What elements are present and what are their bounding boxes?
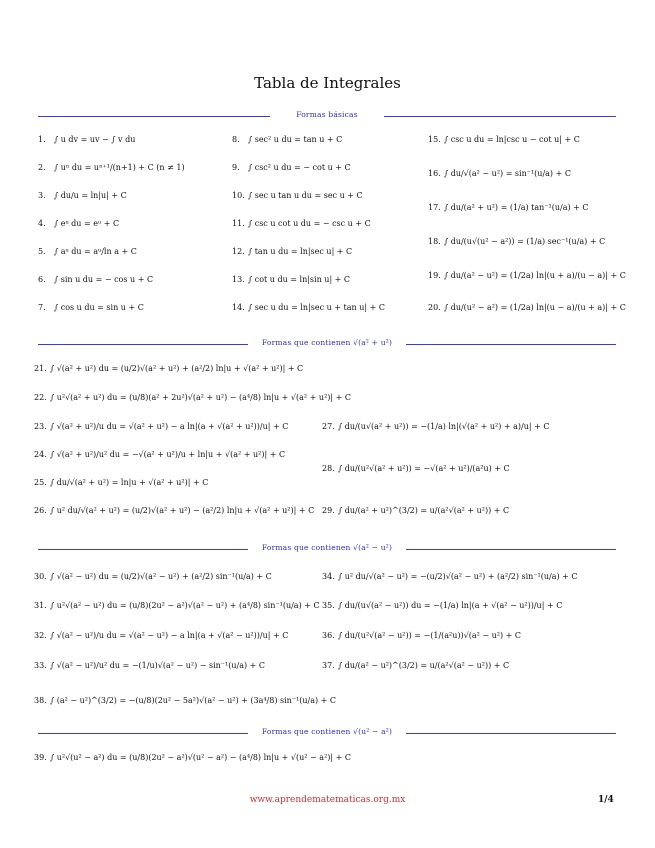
section-label: Formas básicas: [296, 110, 358, 119]
section-label: Formas que contienen √(a² + u²): [261, 338, 393, 347]
page-number: 1/4: [598, 795, 614, 805]
formula-28: 28. ∫ du/(u²√(a² + u²)) = −√(a² + u²)/(a²u) + C: [322, 464, 510, 473]
formula-19: 19. ∫ du/(a² − u²) = (1/2a) ln|(u + a)/(u − a)| + C: [428, 271, 626, 280]
formula-14: 14. ∫ sec u du = ln|sec u + tan u| + C: [232, 303, 385, 312]
section-rule: [406, 733, 616, 734]
formula-21: 21. ∫ √(a² + u²) du = (u/2)√(a² + u²) + (a²/2) ln|u + √(a² + u²)| + C: [34, 364, 304, 373]
formula-33: 33. ∫ √(a² − u²)/u² du = −(1/u)√(a² − u²) − sin⁻¹(u/a) + C: [34, 661, 265, 670]
formula-24: 24. ∫ √(a² + u²)/u² du = −√(a² + u²)/u + ln|u + √(a² + u²)| + C: [34, 450, 286, 459]
formula-22: 22. ∫ u²√(a² + u²) du = (u/8)(a² + 2u²)√(a² + u²) − (a⁴/8) ln|u + √(a² + u²)| + C: [34, 393, 351, 402]
section-label: Formas que contienen √(u² − a²): [261, 727, 393, 736]
formula-6: 6. ∫ sin u du = − cos u + C: [38, 275, 154, 284]
formula-34: 34. ∫ u² du/√(a² − u²) = −(u/2)√(a² − u²) + (a²/2) sin⁻¹(u/a) + C: [322, 572, 578, 581]
formula-39: 39. ∫ u²√(u² − a²) du = (u/8)(2u² − a²)√(u² − a²) − (a⁴/8) ln|u + √(u² − a²)| + C: [34, 753, 351, 762]
formula-10: 10. ∫ sec u tan u du = sec u + C: [232, 191, 363, 200]
formula-4: 4. ∫ eᵘ du = eᵘ + C: [38, 219, 120, 228]
formula-8: 8. ∫ sec² u du = tan u + C: [232, 135, 343, 144]
formula-7: 7. ∫ cos u du = sin u + C: [38, 303, 144, 312]
formula-27: 27. ∫ du/(u√(a² + u²)) = −(1/a) ln|(√(a² + u²) + a)/u| + C: [322, 422, 550, 431]
section-header-basicas: [38, 110, 616, 122]
section-header-a2-minus-u2: [38, 543, 616, 555]
formula-2: 2. ∫ uⁿ du = uⁿ⁺¹/(n+1) + C (n ≠ 1): [38, 163, 185, 172]
formula-17: 17. ∫ du/(a² + u²) = (1/a) tan⁻¹(u/a) + C: [428, 203, 589, 212]
formula-38: 38. ∫ (a² − u²)^(3/2) = −(u/8)(2u² − 5a²)√(a² − u²) + (3a⁴/8) sin⁻¹(u/a) + C: [34, 696, 337, 705]
formula-37: 37. ∫ du/(a² − u²)^(3/2) = u/(a²√(a² − u²)) + C: [322, 661, 510, 670]
section-header-a2-plus-u2: [38, 338, 616, 350]
page-title: Tabla de Integrales: [254, 74, 401, 92]
formula-12: 12. ∫ tan u du = ln|sec u| + C: [232, 247, 353, 256]
formula-31: 31. ∫ u²√(a² − u²) du = (u/8)(2u² − a²)√(a² − u²) + (a⁴/8) sin⁻¹(u/a) + C: [34, 601, 320, 610]
formula-23: 23. ∫ √(a² + u²)/u du = √(a² + u²) − a ln|(a + √(a² + u²))/u| + C: [34, 422, 289, 431]
formula-32: 32. ∫ √(a² − u²)/u du = √(a² − u²) − a ln|(a + √(a² − u²))/u| + C: [34, 631, 289, 640]
section-rule: [406, 549, 616, 550]
formula-36: 36. ∫ du/(u²√(a² − u²)) = −(1/(a²u))√(a² − u²) + C: [322, 631, 522, 640]
formula-9: 9. ∫ csc² u du = − cot u + C: [232, 163, 351, 172]
formula-35: 35. ∫ du/(u√(a² − u²)) du = −(1/a) ln|(a + √(a² − u²))/u| + C: [322, 601, 563, 610]
section-label: Formas que contienen √(a² − u²): [261, 543, 393, 552]
formula-30: 30. ∫ √(a² − u²) du = (u/2)√(a² − u²) + (a²/2) sin⁻¹(u/a) + C: [34, 572, 272, 581]
formula-11: 11. ∫ csc u cot u du = − csc u + C: [232, 219, 371, 228]
formula-29: 29. ∫ du/(a² + u²)^(3/2) = u/(a²√(a² + u²)) + C: [322, 506, 510, 515]
footer-url-link[interactable]: www.aprendematematicas.org.mx: [249, 795, 406, 805]
formula-1: 1. ∫ u dv = uv − ∫ v du: [38, 135, 136, 144]
formula-16: 16. ∫ du/√(a² − u²) = sin⁻¹(u/a) + C: [428, 169, 571, 178]
formula-3: 3. ∫ du/u = ln|u| + C: [38, 191, 127, 200]
formula-15: 15. ∫ csc u du = ln|csc u − cot u| + C: [428, 135, 580, 144]
section-rule: [384, 116, 616, 117]
formula-5: 5. ∫ aᵘ du = aᵘ/ln a + C: [38, 247, 137, 256]
section-rule: [406, 344, 616, 345]
formula-26: 26. ∫ u² du/√(a² + u²) = (u/2)√(a² + u²) − (a²/2) ln|u + √(a² + u²)| + C: [34, 506, 315, 515]
formula-13: 13. ∫ cot u du = ln|sin u| + C: [232, 275, 351, 284]
section-header-u2-minus-a2: [38, 727, 616, 739]
formula-25: 25. ∫ du/√(a² + u²) = ln|u + √(a² + u²)| + C: [34, 478, 209, 487]
formula-20: 20. ∫ du/(u² − a²) = (1/2a) ln|(u − a)/(u + a)| + C: [428, 303, 626, 312]
formula-18: 18. ∫ du/(u√(u² − a²)) = (1/a) sec⁻¹(u/a) + C: [428, 237, 606, 246]
